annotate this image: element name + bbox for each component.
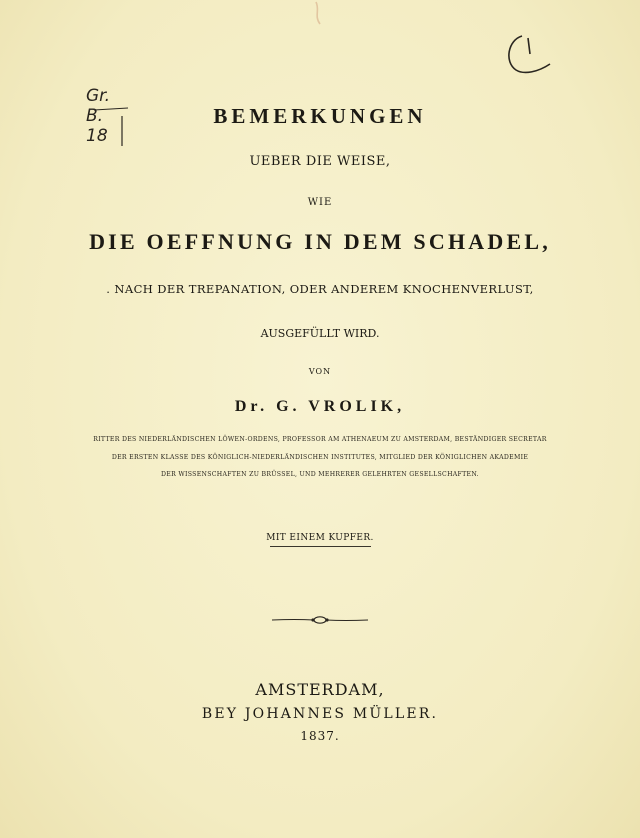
plate-note: MIT EINEM KUPFER. — [266, 533, 374, 543]
author-credentials-line-2: DER ERSTEN KLASSE DES KÖNIGLICH-NIEDERLÄNDISCHEN INSTITUTES, MITGLIED DER KÖNIGLICHEN AKADEMIE — [111, 454, 529, 461]
ausgefuellt-line: AUSGEFÜLLT WIRD. — [260, 327, 380, 340]
connector-wie: WIE — [307, 197, 333, 208]
author-credentials-line-3: DER WISSENSCHAFTEN ZU BRÜSSEL, UND MEHRERER GELEHRTEN GESELLSCHAFTEN. — [161, 471, 479, 478]
von-label: VON — [308, 367, 332, 376]
ornamental-rule — [270, 613, 370, 627]
author-credentials-line-1: RITTER DES NIEDERLÄNDISCHEN LÖWEN-ORDENS, PROFESSOR AM ATHENAEUM ZU AMSTERDAM, BESTÄNDIGER SECRETAR — [93, 436, 547, 443]
main-title-line: DIE OEFFNUNG IN DEM SCHADEL, — [89, 229, 551, 254]
corner-handwritten-mark — [500, 28, 560, 80]
trepanation-line: . NACH DER TREPANATION, ODER ANDEREM KNOCHENVERLUST, — [106, 282, 534, 296]
subtitle-line: UEBER DIE WEISE, — [249, 154, 391, 169]
imprint-publisher: BEY JOHANNES MÜLLER. — [201, 706, 439, 722]
faint-stain-mark — [306, 0, 336, 30]
plate-note-underline — [270, 546, 371, 547]
imprint-place: AMSTERDAM, — [255, 680, 385, 699]
author-name: Dr. G. VROLIK, — [234, 398, 406, 415]
book-title: BEMERKUNGEN — [213, 104, 427, 128]
imprint-year: 1837. — [300, 729, 340, 743]
shelfmark-text: Gr. B. 18 — [86, 86, 111, 146]
